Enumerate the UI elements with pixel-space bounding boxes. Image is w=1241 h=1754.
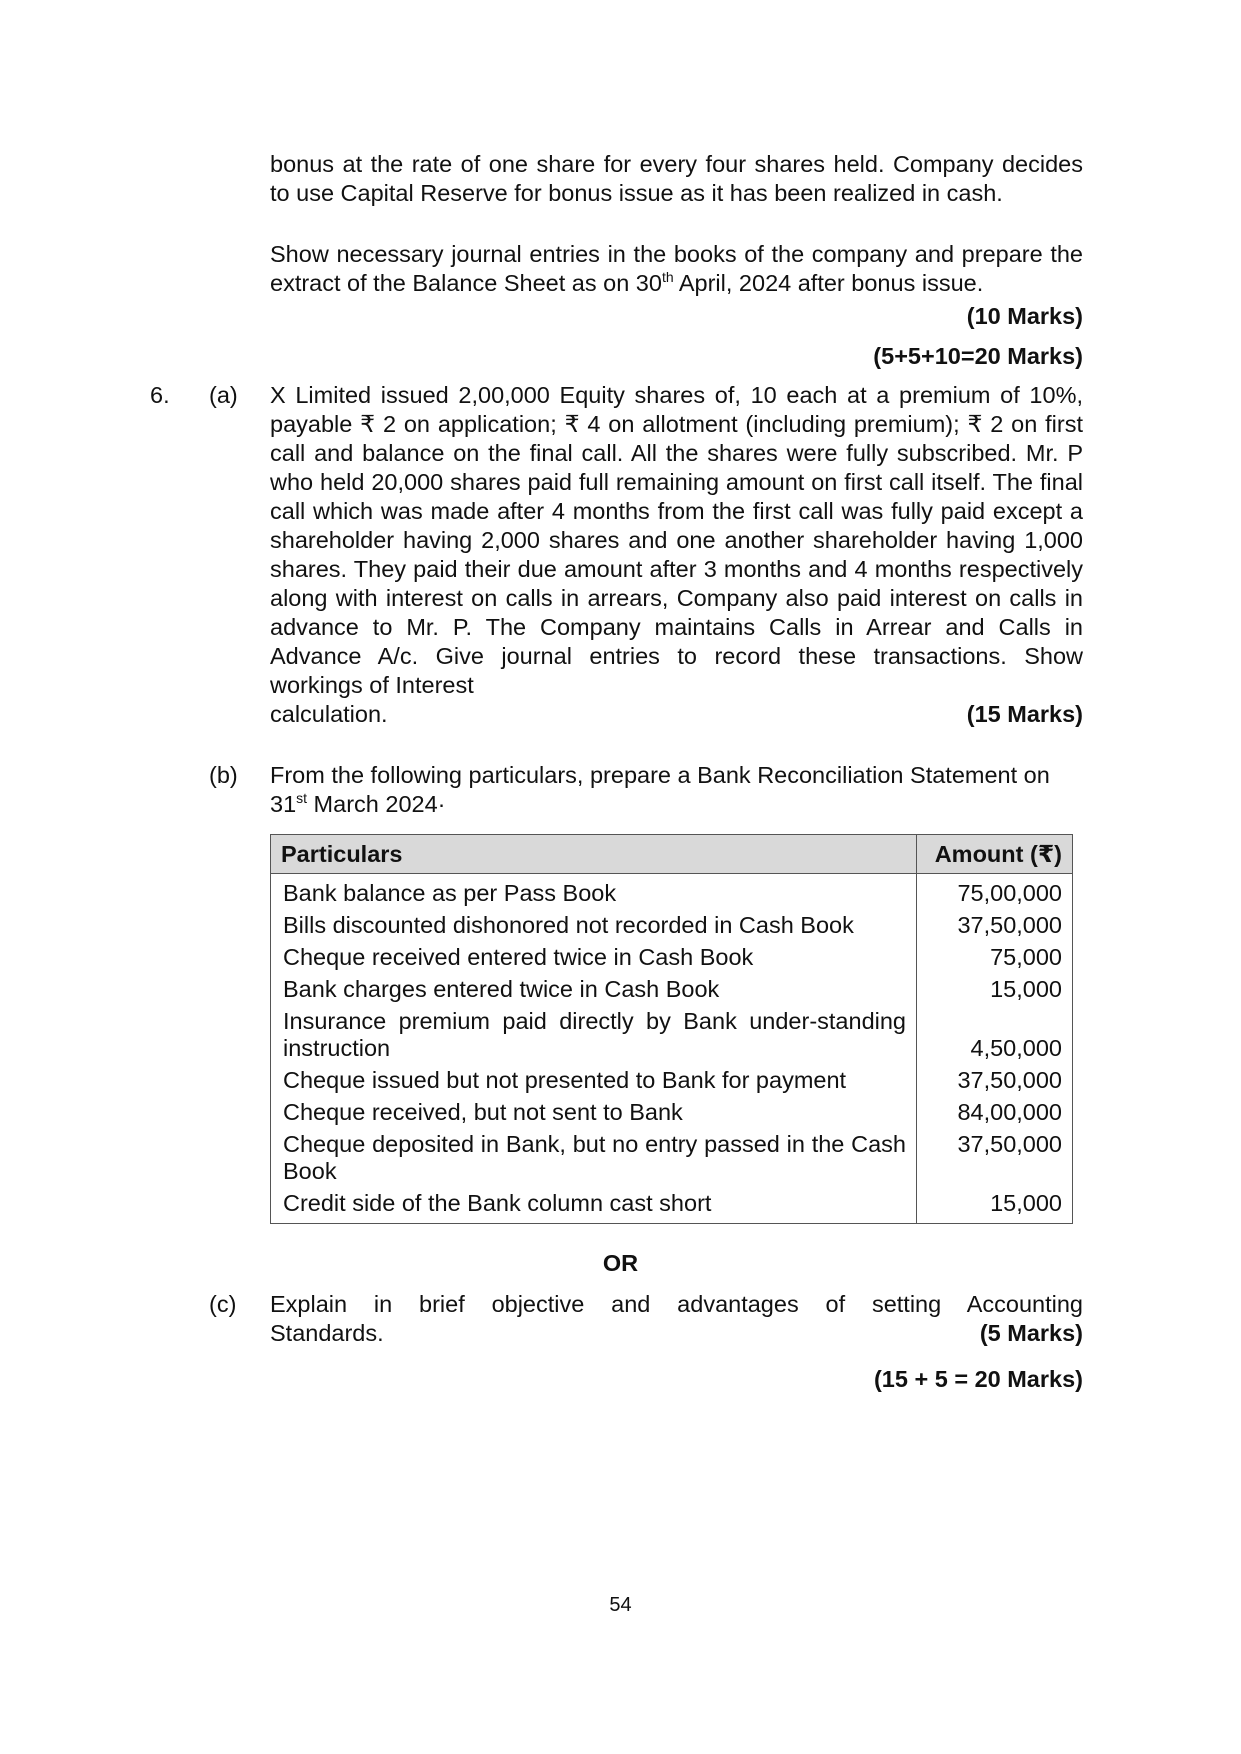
row-particular: Insurance premium paid directly by Bank under-standing instruction [271, 1006, 917, 1065]
instruction-text-a: Show necessary journal entries in the books of the company and prepare the extract of the Balance Sheet as on 30 [270, 241, 1083, 296]
part-c-last-word: Standards. [270, 1320, 384, 1346]
row-amount: 15,000 [917, 1188, 1073, 1224]
part-c-label: (c) [209, 1291, 237, 1317]
part-c-text: Explain in brief objective and advantages of setting Accounting [270, 1291, 1083, 1317]
table-row [271, 974, 1073, 1006]
part-b-label: (b) [209, 762, 238, 788]
marks-10: (10 Marks) [966, 303, 1083, 329]
instruction-sup: th [661, 269, 674, 285]
part-a-label: (a) [209, 382, 238, 408]
part-a-lastline [270, 700, 1083, 729]
row-amount: 75,000 [917, 942, 1073, 974]
table-header-row [271, 835, 1073, 874]
page-number: 54 [609, 1594, 632, 1616]
part-c [270, 1290, 1083, 1348]
row-particular: Cheque issued but not presented to Bank for payment [271, 1065, 917, 1097]
row-amount: 37,50,000 [917, 910, 1073, 942]
table-row [271, 1129, 1073, 1188]
intro-paragraph: bonus at the rate of one share for every four shares held. Company decides to use Capital Reserve for bonus issue as it has been realized in cash. [270, 151, 1083, 206]
row-particular: Cheque received, but not sent to Bank [271, 1097, 917, 1129]
table-row [271, 910, 1073, 942]
row-amount: 37,50,000 [917, 1065, 1073, 1097]
part-b-text [270, 761, 1083, 819]
row-amount: 75,00,000 [917, 874, 1073, 911]
row-particular: Cheque deposited in Bank, but no entry passed in the Cash Book [271, 1129, 917, 1188]
row-amount: 84,00,000 [917, 1097, 1073, 1129]
table-row [271, 1188, 1073, 1224]
row-particular: Credit side of the Bank column cast short [271, 1188, 917, 1224]
part-a-marks: (15 Marks) [966, 701, 1083, 727]
header-particulars: Particulars [271, 835, 917, 874]
part-a-last-word: calculation. [270, 701, 388, 727]
table-row [271, 1006, 1073, 1065]
marks-total-q5: (5+5+10=20 Marks) [873, 343, 1083, 369]
row-amount: 37,50,000 [917, 1129, 1073, 1188]
row-particular: Bank charges entered twice in Cash Book [271, 974, 917, 1006]
bank-reconciliation-table [270, 834, 1073, 1224]
part-a [270, 381, 1083, 729]
part-a-text: X Limited issued 2,00,000 Equity shares of, 10 each at a premium of 10%, payable ₹ 2 on application; ₹ 4 on allotment (including premium); ₹ 2 on first call and balance on the final call. All the shares were fully subscribed. Mr. P who held 20,000 shares paid full remaining amount on first call itself. The final call which was made after 4 months from the first call was fully paid except a shareholder having 2,000 shares and one another shareholder having 1,000 shares. They paid their due amount after 3 months and 4 months respectively along with interest on calls in arrears, Company also paid interest on calls in advance to Mr. P. The Company maintains Calls in Arrear and Calls in Advance A/c. Give journal entries to record these transactions. Show workings of Interest [270, 382, 1083, 698]
part-b-text-a: From the following particulars, prepare a Bank Reconciliation Statement on 31 [270, 762, 1050, 817]
marks-total-q6: (15 + 5 = 20 Marks) [873, 1366, 1083, 1392]
row-particular: Bills discounted dishonored not recorded in Cash Book [271, 910, 917, 942]
part-b-sup: st [296, 790, 308, 806]
header-amount: Amount (₹) [917, 835, 1073, 874]
instruction-paragraph [270, 240, 1083, 298]
part-c-lastline [270, 1319, 1083, 1348]
instruction-text-b: April, 2024 after bonus issue. [673, 270, 984, 296]
row-particular: Cheque received entered twice in Cash Book [271, 942, 917, 974]
table-row [271, 874, 1073, 911]
part-b-text-b: March 2024· [307, 791, 446, 817]
table-row [271, 1097, 1073, 1129]
part-c-marks: (5 Marks) [979, 1320, 1083, 1346]
row-amount: 15,000 [917, 974, 1073, 1006]
table-row [271, 1065, 1073, 1097]
table-row [271, 942, 1073, 974]
row-amount: 4,50,000 [917, 1006, 1073, 1065]
question-number: 6. [150, 382, 170, 408]
row-particular: Bank balance as per Pass Book [271, 874, 917, 911]
or-separator: OR [602, 1250, 639, 1276]
